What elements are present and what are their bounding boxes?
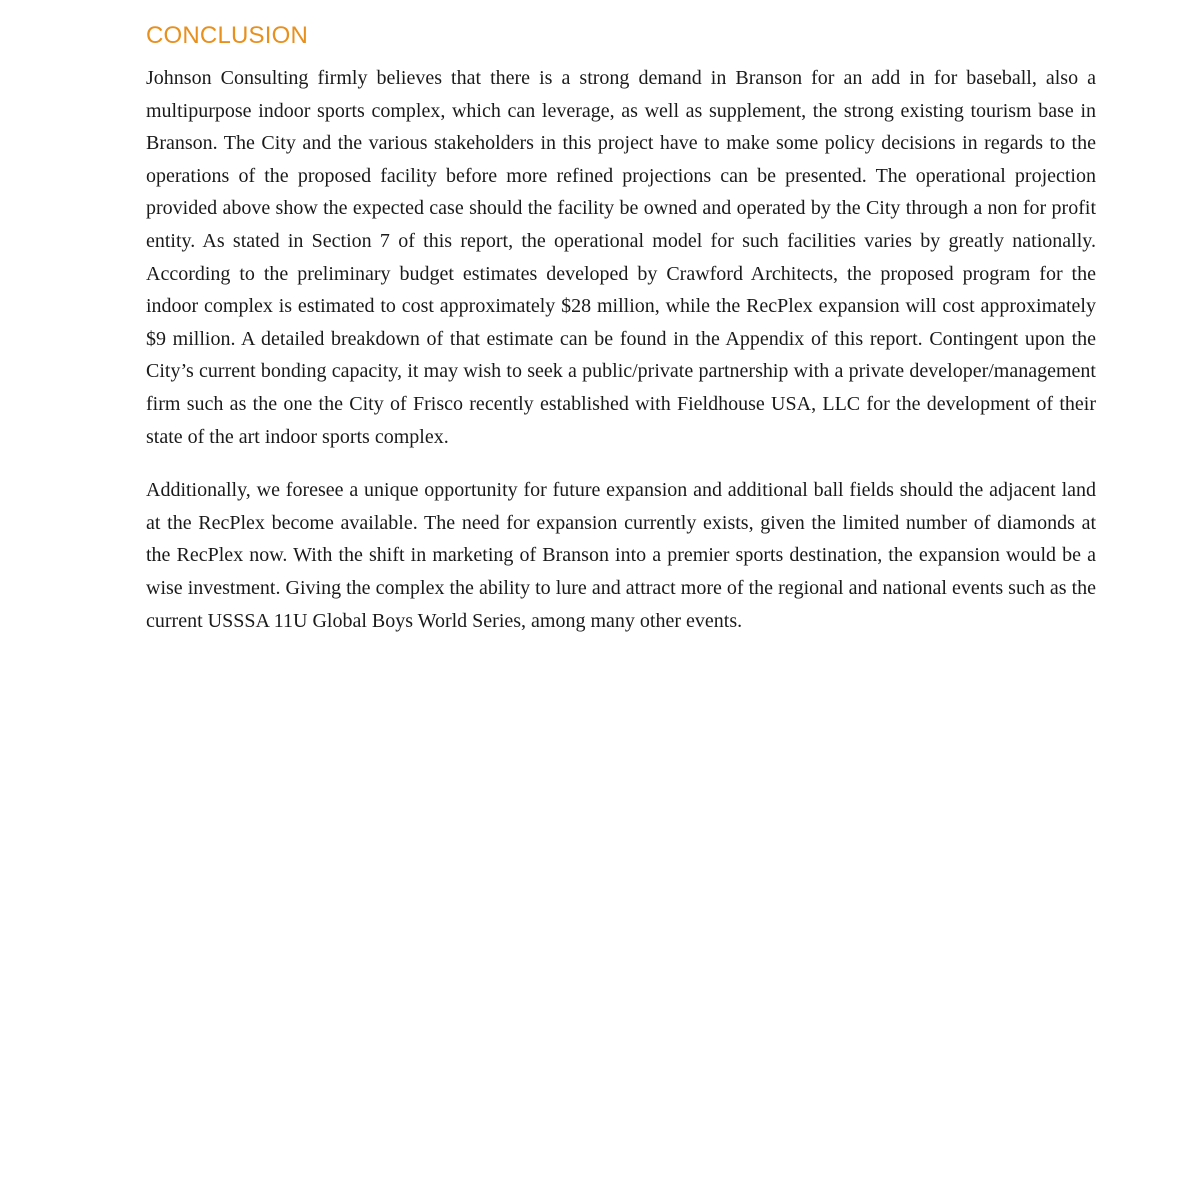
conclusion-paragraph-2: Additionally, we foresee a unique opportunity for future expansion and additional ball fields should the adjacent land at the RecPlex become available. The need for expansion currently exists, given the limited number of diamonds at the RecPlex now. With the shift in marketing of Branson into a premier sports destination, the expansion would be a wise investment. Giving the complex the ability to lure and attract more of the regional and national events such as the current USSSA 11U Global Boys World Series, among many other events. [146, 479, 1096, 632]
section-heading: CONCLUSION [146, 22, 309, 49]
document-body [146, 20, 1096, 658]
conclusion-paragraph-1: Johnson Consulting firmly believes that there is a strong demand in Branson for an add in for baseball, also a multipurpose indoor sports complex, which can leverage, as well as supplement, the strong existing tourism base in Branson. The City and the various stakeholders in this project have to make some policy decisions in regards to the operations of the proposed facility before more refined projections can be presented. The operational projection provided above show the expected case should the facility be owned and operated by the City through a non for profit entity. As stated in Section 7 of this report, the operational model for such facilities varies by greatly nationally. According to the preliminary budget estimates developed by Crawford Architects, the proposed program for the indoor complex is estimated to cost approximately $28 million, while the RecPlex expansion will cost approximately $9 million. A detailed breakdown of that estimate can be found in the Appendix of this report. Contingent upon the City’s current bonding capacity, it may wish to seek a public/private partnership with a private developer/management firm such as the one the City of Frisco recently established with Fieldhouse USA, LLC for the development of their state of the art indoor sports complex. [146, 67, 1096, 448]
